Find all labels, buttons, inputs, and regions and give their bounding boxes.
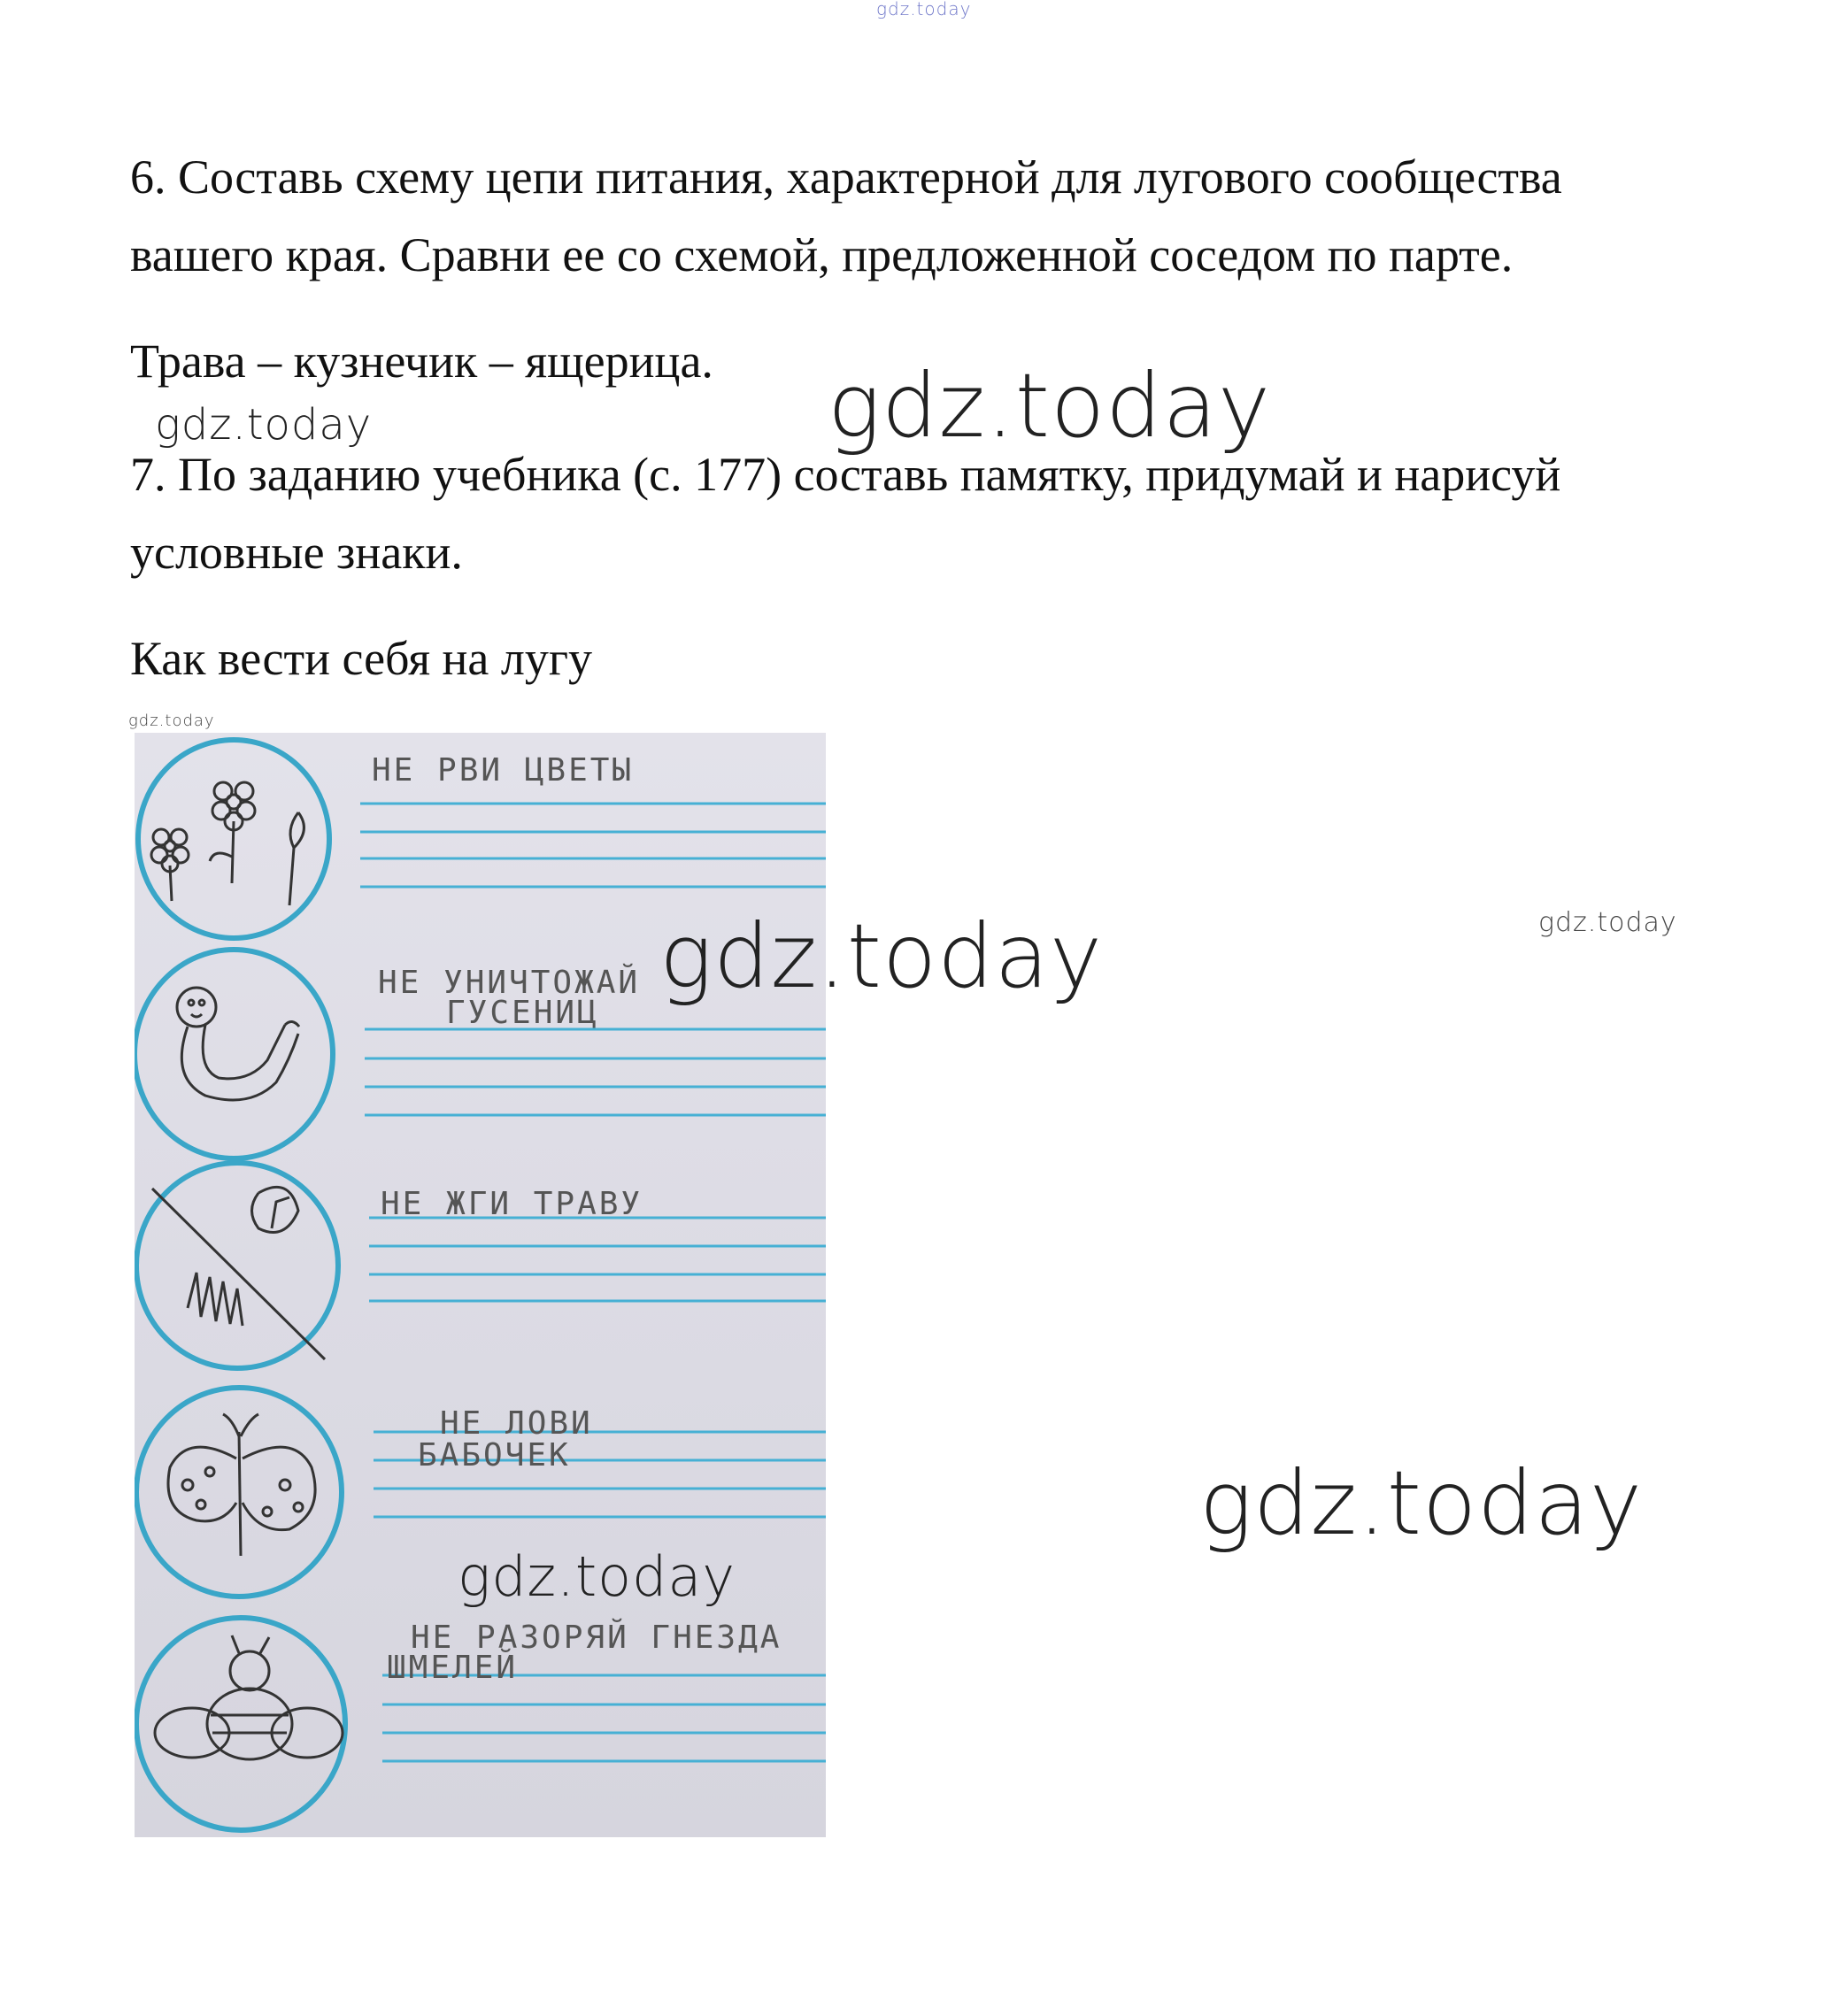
rule-4-line1: НЕ ЛОВИ xyxy=(440,1405,593,1442)
watermark-tiny: gdz.today xyxy=(128,712,215,730)
rule-5-line1: НЕ РАЗОРЯЙ ГНЕЗДА xyxy=(411,1620,782,1656)
watermark-large-1: gdz.today xyxy=(828,354,1272,458)
watermark-top: gdz.today xyxy=(876,0,972,19)
rule-3-line1: НЕ ЖГИ ТРАВУ xyxy=(381,1186,643,1222)
watermark-large-2: gdz.today xyxy=(659,904,1104,1008)
circle-3 xyxy=(136,1163,338,1368)
rule-5-line2: ШМЕЛЕЙ xyxy=(387,1650,519,1686)
watermark-small-2: gdz.today xyxy=(1538,907,1677,938)
butterfly-icon xyxy=(168,1414,315,1556)
task7-line1: 7. По заданию учебника (с. 177) составь памятку, придумай и нарисуй xyxy=(130,448,1561,501)
flowers-icon xyxy=(151,782,304,905)
rule-2-line1: НЕ УНИЧТОЖАЙ xyxy=(378,965,641,1001)
watermark-large-3: gdz.today xyxy=(1199,1451,1644,1555)
task7-line2: условные знаки. xyxy=(130,526,463,579)
task6-line2: вашего края. Сравни ее со схемой, предложенной соседом по парте. xyxy=(130,228,1514,281)
watermark-small-1: gdz.today xyxy=(155,400,373,450)
rule-1-line1: НЕ РВИ ЦВЕТЫ xyxy=(372,752,635,789)
bumblebee-icon xyxy=(155,1635,343,1759)
rule-2-line2: ГУСЕНИЦ xyxy=(446,995,599,1031)
rule-4-line2: БАБОЧЕК xyxy=(418,1437,571,1474)
memo-photo xyxy=(135,733,826,1837)
task6-line1: 6. Составь схему цепи питания, характерной для лугового сообщества xyxy=(130,150,1562,204)
caterpillar-icon xyxy=(177,988,299,1100)
circle-2 xyxy=(135,950,333,1158)
memo-title: Как вести себя на лугу xyxy=(130,632,592,685)
no-burning-grass-icon xyxy=(152,1187,325,1359)
task6-answer: Трава – кузнечик – ящерица. xyxy=(130,335,713,388)
watermark-mid-1: gdz.today xyxy=(458,1544,736,1609)
circle-5 xyxy=(136,1618,345,1830)
